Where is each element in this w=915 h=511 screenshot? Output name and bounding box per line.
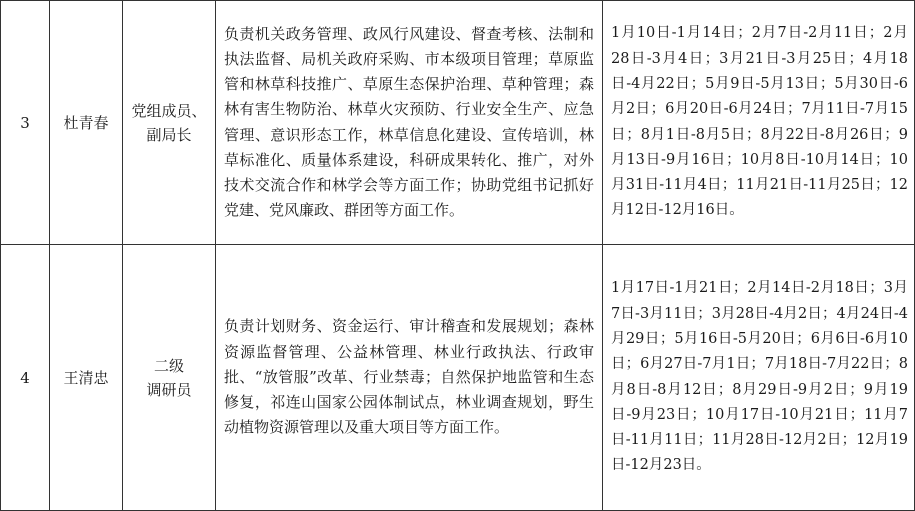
position-line: 副局长 — [146, 125, 192, 144]
table-row — [1, 245, 915, 511]
person-name: 杜青春 — [50, 1, 123, 245]
duties-text: 负责计划财务、资金运行、审计稽查和发展规划；森林资源监督管理、公益林管理、林业行政执法、行政审批、“放管服”改革、行业禁毒；自然保护地监管和生态修复，祁连山国家公园体制试点，林业调查规划，野生动植物资源管理以及重大项目等方面工作。 — [216, 245, 603, 511]
schedule-dates: 1月17日-1月21日；2月14日-2月18日；3月7日-3月11日；3月28日-4月2日；4月24日-4月29日；5月16日-5月20日；6月6日-6月10日；6月27日-7月1日；7月18日-7月22日；8月8日-8月12日；8月29日-9月2日；9月19日-9月23日；10月17日-10月21日；11月7日-11月11日；11月28日-12月2日；12月19日-12月23日。 — [603, 245, 915, 511]
person-position — [123, 245, 216, 511]
row-index: 4 — [1, 245, 50, 511]
row-index: 3 — [1, 1, 50, 245]
position-line: 二级 — [153, 356, 184, 375]
schedule-dates: 1月10日-1月14日；2月7日-2月11日；2月28日-3月4日；3月21日-3月25日；4月18日-4月22日；5月9日-5月13日；5月30日-6月2日；6月20日-6月24日；7月11日-7月15日；8月1日-8月5日；8月22日-8月26日；9月13日-9月16日；10月8日-10月14日；10月31日-11月4日；11月21日-11月25日；12月12日-12月16日。 — [603, 1, 915, 245]
position-line: 党组成员、 — [131, 101, 207, 120]
table-row — [1, 1, 915, 245]
person-name: 王清忠 — [50, 245, 123, 511]
position-line: 调研员 — [146, 380, 192, 399]
duties-text: 负责机关政务管理、政风行风建设、督查考核、法制和执法监督、局机关政府采购、市本级项目管理；草原监管和林草科技推广、草原生态保护治理、草种管理；森林有害生物防治、林草火灾预防、行业安全生产、应急管理、意识形态工作，林草信息化建设、宣传培训，林草标准化、质量体系建设，科研成果转化、推广，对外技术交流合作和林学会等方面工作；协助党组书记抓好党建、党风廉政、群团等方面工作。 — [216, 1, 603, 245]
person-position — [123, 1, 216, 245]
